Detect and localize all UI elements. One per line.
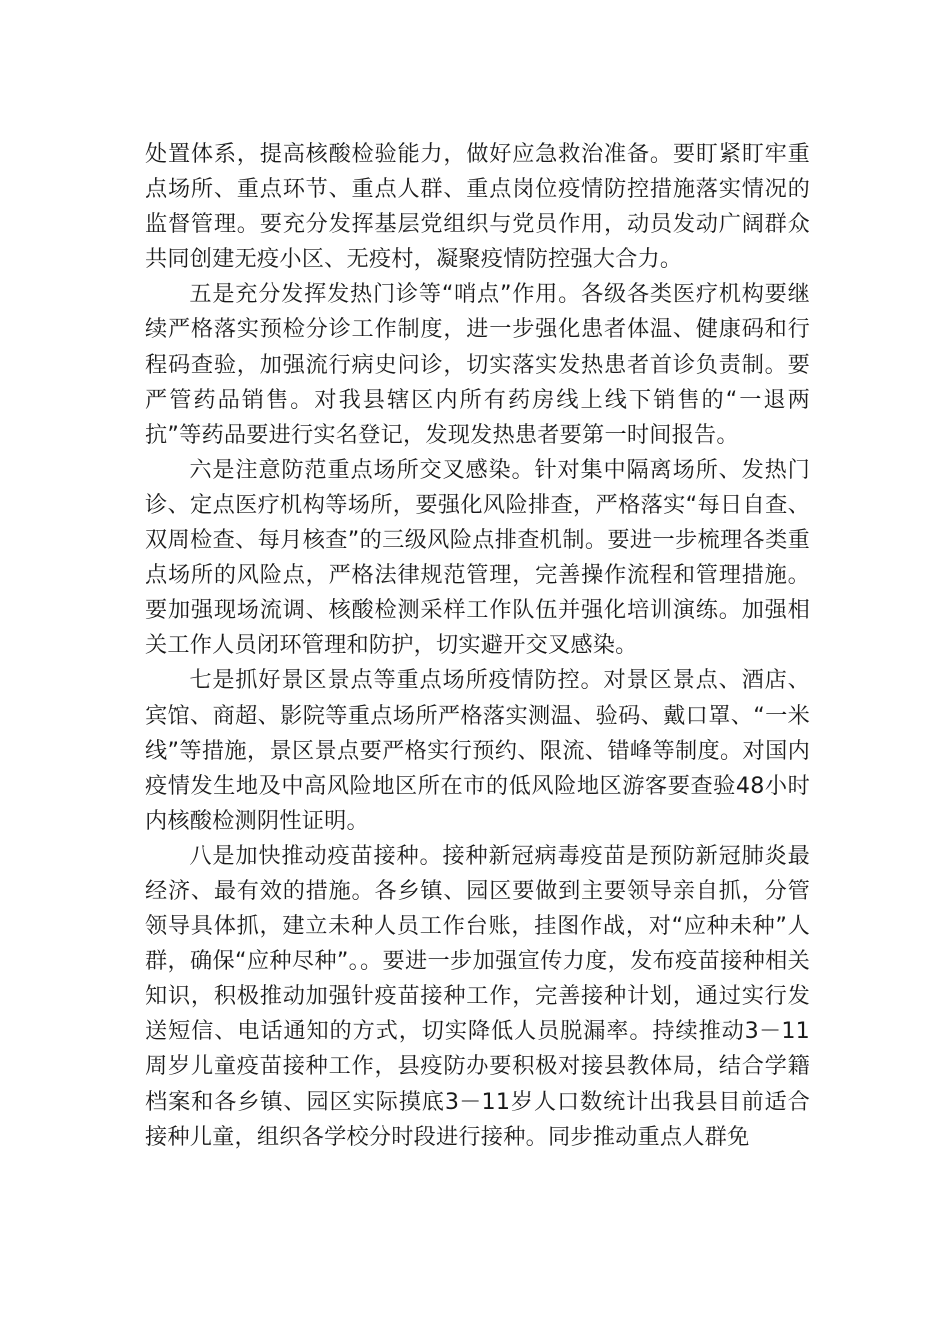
paragraph-4: 七是抓好景区景点等重点场所疫情防控。对景区景点、酒店、宾馆、商超、影院等重点场所严格落实测温、验码、戴口罩、“一米线”等措施，景区景点要严格实行预约、限流、错峰等制度。对国内疫情发生地及中高风险地区所在市的低风险地区游客要查验48小时内核酸检测阴性证明。: [145, 667, 810, 834]
paragraph-2: 五是充分发挥发热门诊等“哨点”作用。各级各类医疗机构要继续严格落实预检分诊工作制度，进一步强化患者体温、健康码和行程码查验，加强流行病史问诊，切实落实发热患者首诊负责制。要严管药品销售。对我县辖区内所有药房线上线下销售的“一退两抗”等药品要进行实名登记，发现发热患者要第一时间报告。: [145, 281, 810, 448]
paragraph-3: 六是注意防范重点场所交叉感染。针对集中隔离场所、发热门诊、定点医疗机构等场所，要强化风险排查，严格落实“每日自查、双周检查、每月核查”的三级风险点排查机制。要进一步梳理各类重点场所的风险点，严格法律规范管理，完善操作流程和管理措施。要加强现场流调、核酸检测采样工作队伍并强化培训演练。加强相关工作人员闭环管理和防护，切实避开交叉感染。: [145, 456, 810, 659]
document-body: [145, 137, 810, 1155]
paragraph-1: 处置体系，提高核酸检验能力，做好应急救治准备。要盯紧盯牢重点场所、重点环节、重点人群、重点岗位疫情防控措施落实情况的监督管理。要充分发挥基层党组织与党员作用，动员发动广阔群众共同创建无疫小区、无疫村，凝聚疫情防控强大合力。: [145, 141, 810, 273]
paragraph-5: 八是加快推动疫苗接种。接种新冠病毒疫苗是预防新冠肺炎最经济、最有效的措施。各乡镇、园区要做到主要领导亲自抓，分管领导具体抓，建立未种人员工作台账，挂图作战，对“应种未种”人群，确保“应种尽种”。。要进一步加强宣传力度，发布疫苗接种相关知识，积极推动加强针疫苗接种工作，完善接种计划，通过实行发送短信、电话通知的方式，切实降低人员脱漏率。持续推动3－11周岁儿童疫苗接种工作，县疫防办要积极对接县教体局，结合学籍档案和各乡镇、园区实际摸底3－11岁人口数统计出我县目前适合接种儿童，组织各学校分时段进行接种。同步推动重点人群免: [145, 842, 810, 1150]
